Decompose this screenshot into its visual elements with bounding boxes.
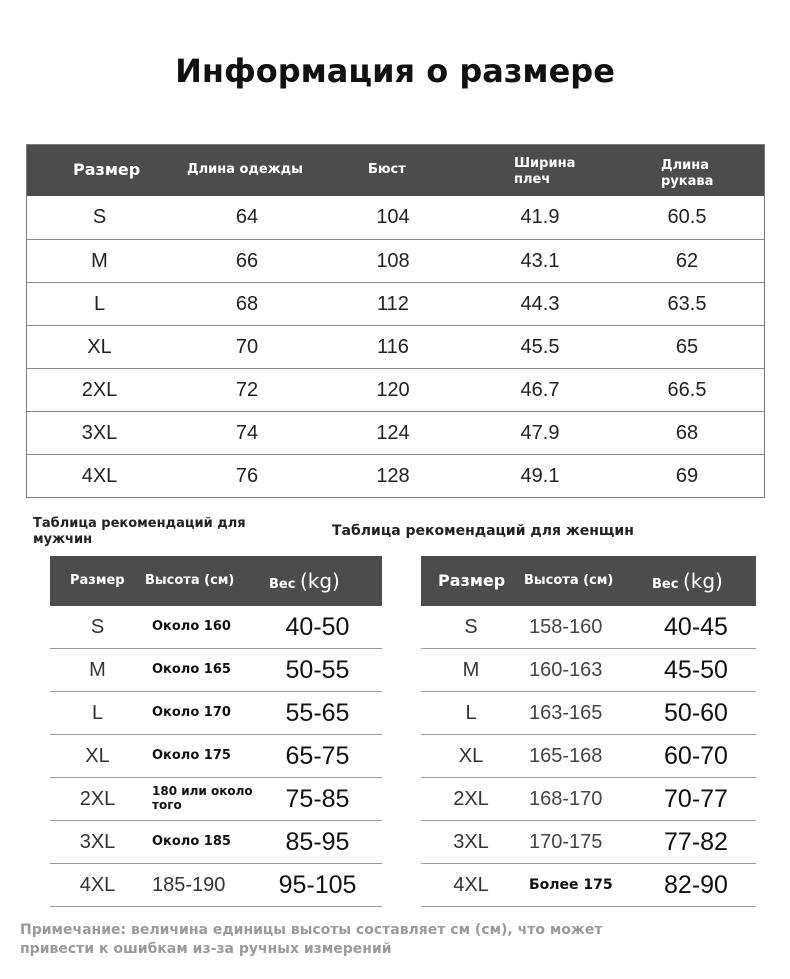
cell-size: 2XL <box>453 788 489 810</box>
cell-bust: 120 <box>376 379 410 401</box>
cell-bust: 104 <box>376 206 410 228</box>
size-info-table-body <box>27 196 764 497</box>
cell-size: M <box>462 659 480 681</box>
men-recommend-table <box>50 556 382 907</box>
table-row <box>421 821 756 864</box>
men-header-size: Размер <box>70 573 125 588</box>
cell-sleeve: 62 <box>675 250 699 272</box>
cell-weight: 45-50 <box>664 656 728 684</box>
cell-bust: 128 <box>376 465 410 487</box>
cell-size: S <box>92 206 107 228</box>
cell-height: 185-190 <box>152 874 226 896</box>
table-row <box>421 649 756 692</box>
cell-sleeve: 68 <box>675 422 699 444</box>
cell-weight: 65-75 <box>285 742 350 770</box>
cell-bust: 108 <box>376 250 410 272</box>
cell-length: 64 <box>235 206 259 228</box>
cell-height: 158-160 <box>529 616 603 638</box>
cell-size: 2XL <box>81 379 118 401</box>
cell-size: 2XL <box>79 788 116 810</box>
cell-shoulder: 47.9 <box>520 422 560 444</box>
cell-height: 160-163 <box>529 659 603 681</box>
page-title: Информация о размере <box>175 52 615 90</box>
cell-weight: 40-50 <box>285 613 350 641</box>
women-header-weight-unit: (kg) <box>682 569 723 593</box>
cell-shoulder: 44.3 <box>520 293 560 315</box>
cell-sleeve: 69 <box>675 465 699 487</box>
table-row <box>50 778 382 821</box>
table-row <box>27 454 764 497</box>
men-header-weight-label: Вес <box>269 577 296 592</box>
cell-size: 4XL <box>453 874 489 896</box>
men-table-body <box>50 606 382 907</box>
cell-size: L <box>93 293 106 315</box>
header-shoulder-line2: плеч <box>514 172 551 187</box>
cell-length: 70 <box>235 336 259 358</box>
cell-shoulder: 41.9 <box>520 206 560 228</box>
cell-height: 165-168 <box>529 745 603 767</box>
cell-weight: 77-82 <box>664 828 728 856</box>
cell-sleeve: 66.5 <box>667 379 707 401</box>
men-header-weight-unit: (kg) <box>299 569 340 593</box>
size-info-table <box>26 144 765 498</box>
table-row <box>421 606 756 649</box>
cell-weight: 95-105 <box>278 871 357 899</box>
table-row <box>421 735 756 778</box>
table-row <box>50 692 382 735</box>
table-row <box>27 282 764 325</box>
cell-sleeve: 65 <box>675 336 699 358</box>
cell-bust: 112 <box>377 293 409 315</box>
women-table-body <box>421 606 756 907</box>
cell-shoulder: 46.7 <box>520 379 560 401</box>
cell-weight: 85-95 <box>285 828 350 856</box>
table-row <box>27 368 764 411</box>
cell-height: Около 170 <box>152 705 231 720</box>
cell-shoulder: 49.1 <box>520 465 560 487</box>
table-row <box>50 649 382 692</box>
cell-size: 3XL <box>81 422 118 444</box>
cell-height: 163-165 <box>529 702 603 724</box>
header-sleeve-line2: рукава <box>661 174 714 189</box>
women-header-size: Размер <box>438 571 506 590</box>
cell-size: S <box>464 616 478 638</box>
cell-weight: 75-85 <box>285 785 350 813</box>
men-header-height: Высота (см) <box>145 573 235 588</box>
table-row <box>50 606 382 649</box>
cell-size: 3XL <box>79 831 116 853</box>
women-header-height: Высота (см) <box>524 573 614 588</box>
table-row <box>27 196 764 239</box>
table-row <box>50 735 382 778</box>
cell-height: Около 165 <box>152 662 231 677</box>
cell-shoulder: 45.5 <box>520 336 560 358</box>
cell-weight: 82-90 <box>664 871 728 899</box>
cell-weight: 55-65 <box>285 699 350 727</box>
cell-height: 168-170 <box>529 788 603 810</box>
cell-weight: 70-77 <box>664 785 728 813</box>
cell-length: 72 <box>235 379 259 401</box>
table-row <box>27 325 764 368</box>
men-label-line2: мужчин <box>33 532 93 547</box>
cell-size: 4XL <box>81 465 118 487</box>
table-row <box>27 239 764 282</box>
cell-size: M <box>91 250 108 272</box>
size-info-table-header <box>27 145 764 196</box>
cell-size: L <box>465 702 477 724</box>
cell-size: M <box>89 659 106 681</box>
header-sleeve <box>661 158 713 190</box>
cell-length: 74 <box>235 422 259 444</box>
header-length: Длина одежды <box>187 162 303 177</box>
header-sleeve-line1: Длина <box>661 158 709 173</box>
header-shoulder <box>514 156 575 188</box>
cell-length: 66 <box>235 250 259 272</box>
cell-sleeve: 63.5 <box>667 293 707 315</box>
men-header-weight <box>269 556 340 606</box>
cell-size: 4XL <box>79 874 116 896</box>
women-recommend-table <box>421 556 756 907</box>
cell-height: Около 160 <box>152 619 231 634</box>
table-row <box>421 864 756 907</box>
cell-height: Более 175 <box>529 877 613 893</box>
cell-size: XL <box>458 745 484 767</box>
header-bust: Бюст <box>368 162 406 177</box>
cell-weight: 50-55 <box>285 656 350 684</box>
cell-height: Около 185 <box>152 834 231 849</box>
cell-height: 180 или около того <box>152 784 253 812</box>
women-table-header <box>421 556 756 606</box>
table-row <box>27 411 764 454</box>
men-table-label <box>33 516 246 548</box>
measurement-note: Примечание: величина единицы высоты составляет см (см), что может привести к ошибкам из-за ручных измерений <box>20 922 603 957</box>
cell-shoulder: 43.1 <box>520 250 560 272</box>
cell-sleeve: 60.5 <box>667 206 707 228</box>
header-size: Размер <box>73 160 141 179</box>
cell-height: Около 175 <box>152 748 231 763</box>
table-row <box>50 864 382 907</box>
cell-bust: 116 <box>377 336 409 358</box>
cell-weight: 50-60 <box>664 699 728 727</box>
men-label-line1: Таблица рекомендаций для <box>33 516 246 531</box>
cell-length: 76 <box>235 465 259 487</box>
header-shoulder-line1: Ширина <box>514 156 576 171</box>
men-table-header <box>50 556 382 606</box>
cell-bust: 124 <box>376 422 410 444</box>
table-row <box>421 692 756 735</box>
cell-height: 170-175 <box>529 831 603 853</box>
cell-weight: 40-45 <box>664 613 728 641</box>
cell-size: 3XL <box>453 831 489 853</box>
cell-weight: 60-70 <box>664 742 728 770</box>
cell-size: XL <box>85 745 110 767</box>
cell-length: 68 <box>235 293 259 315</box>
women-header-weight <box>652 556 723 606</box>
women-header-weight-label: Вес <box>652 577 679 592</box>
cell-size: S <box>90 616 105 638</box>
cell-size: L <box>91 702 104 724</box>
women-table-label: Таблица рекомендаций для женщин <box>332 523 634 539</box>
table-row <box>421 778 756 821</box>
table-row <box>50 821 382 864</box>
cell-size: XL <box>87 336 112 358</box>
